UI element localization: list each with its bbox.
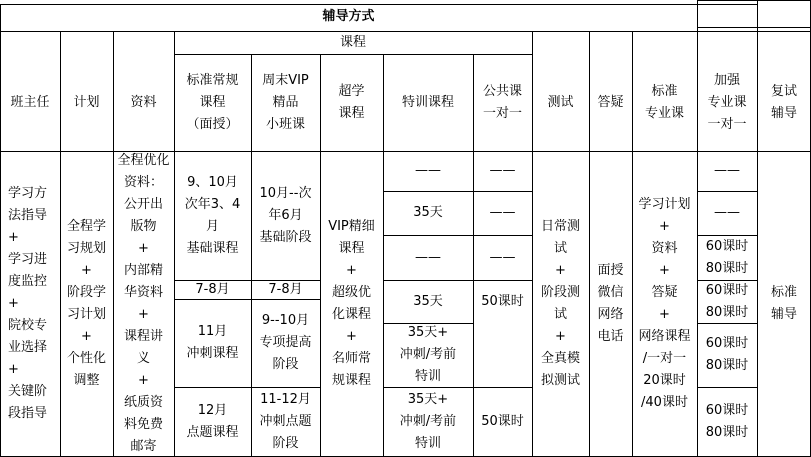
weekend-cell-improve: 9--10月 专项提高 阶段 [259,313,312,372]
standard-cell-topic: 12月 点题课程 [186,403,239,440]
enhanced-cell: 60课时 80课时 [705,336,749,373]
weekend-cell-summer: 7-8月 [268,281,303,297]
enhanced-cell: —— [714,205,740,220]
public-cell: —— [489,249,516,265]
qa-content: 面授 微信 网络 电话 [597,263,624,344]
header-plan: 计划 [73,94,100,110]
header-enhanced-major: 加强 专业课 一对一 [707,72,747,132]
retest-content: 标准 辅导 [770,285,797,322]
standard-cell-sprint: 11月 冲刺课程 [186,324,239,361]
course-group-header: 课程 [339,34,366,50]
public-cell: 50课时 [481,414,524,429]
public-cell: 50课时 [481,293,524,309]
special-cell: 35天 [413,205,443,220]
materials-content: 全程优化 资料： 公开出 版物 + 内部精 华资料 + 课程讲 义 + 纸质资 料免费 邮寄 [117,153,170,454]
header-weekend-vip: 周末VIP 精品 小班课 [262,72,309,132]
enhanced-cell: 60课时 80课时 [705,238,749,276]
public-cell [473,323,532,387]
header-materials: 资料 [130,94,157,110]
enhanced-cell: —— [714,163,740,178]
enhanced-cell: 60课时 80课时 [705,403,749,440]
header-super-course: 超学 课程 [338,83,365,121]
public-cell: —— [489,205,516,220]
header-public-one-on-one: 公共课 一对一 [482,83,522,121]
table-title: 辅导方式 [322,9,375,24]
special-cell: —— [415,249,441,265]
special-cell: 35天 [413,293,443,309]
standard-cell-summer: 7-8月 [195,281,230,297]
test-content: 日常测 试 + 阶段测 试 + 全真模 拟测试 [540,219,580,388]
header-retest: 复试 辅导 [770,83,797,121]
special-cell: —— [415,163,441,178]
enhanced-cell: 60课时 80课时 [705,282,749,320]
header-class-teacher: 班主任 [10,94,50,110]
super-course-content: VIP精细 课程 + 超级优 化课程 + 名师常 规课程 [328,219,375,388]
header-standard-major: 标准 专业课 [644,83,684,121]
special-cell: 35天+ 冲刺/考前 特训 [399,392,457,451]
public-cell: —— [489,163,516,178]
header-standard-course: 标准常规 课程 （面授） [186,72,239,132]
header-test: 测试 [547,94,574,110]
special-cell: 35天+ 冲刺/考前 特训 [399,325,457,384]
plan-content: 全程学 习规划 + 阶段学 习计划 + 个性化 调整 [66,219,106,388]
standard-cell-basic: 9、10月 次年3、4 月 基础课程 [184,174,241,256]
standard-major-content: 学习计划 + 资料 + 答疑 + 网络课程 /一对一 20课时 /40课时 [638,197,691,410]
class-teacher-content: 学习方 法指导 + 学习进 度监控 + 院校专 业选择 + 关键阶 段指导 [8,186,48,421]
header-qa: 答疑 [597,94,624,110]
weekend-cell-sprint: 11-12月 冲刺点题 阶段 [259,392,312,451]
weekend-cell-basic: 10月--次 年6月 基础阶段 [259,185,312,245]
header-special-training: 特训课程 [401,94,454,110]
